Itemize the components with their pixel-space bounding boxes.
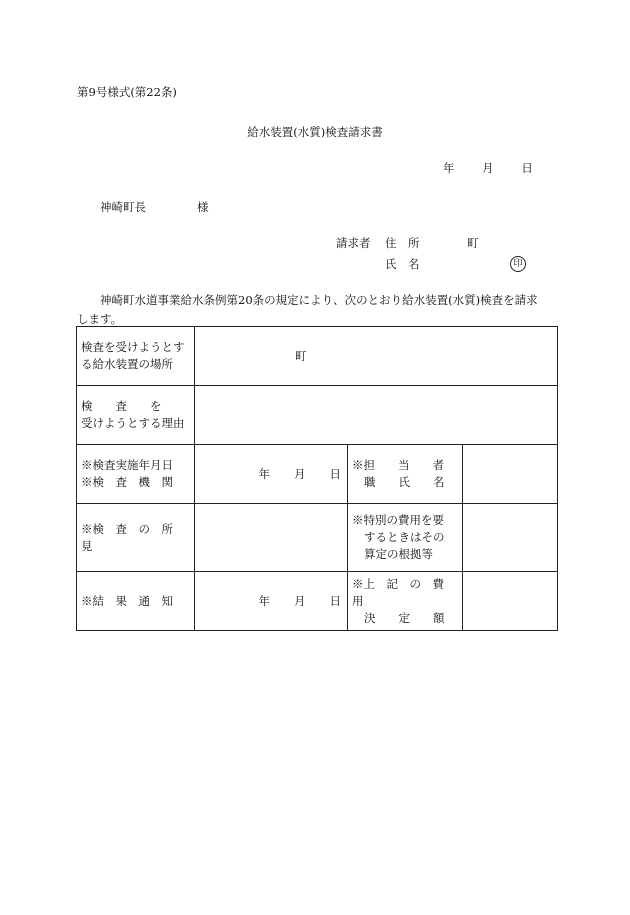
reason-label-cell [77,386,195,445]
inspection-date-label-cell [77,445,195,504]
addressee-name: 神崎町長 [100,200,146,214]
address-value: 町 [467,236,479,250]
location-value: 町 [295,348,307,363]
location-label-line1: 検査を受けようとす [81,340,185,354]
address-label: 住 所 [385,236,420,250]
body-text-line1: 神崎町水道事業給水条例第20条の規定により、次のとおり給水装置(水質)検査を請求 [100,293,538,307]
special-cost-value-cell[interactable] [463,504,558,572]
staff-value-cell[interactable] [463,445,558,504]
cost-decision-label-cell [348,572,463,631]
month-label: 月 [294,466,306,481]
day-label: 日 [521,161,533,175]
location-label-line2: る給水装置の場所 [81,357,173,371]
addressee-honorific: 様 [197,200,209,214]
staff-label-line1: ※担 当 者 [352,458,444,472]
result-notice-date-cell[interactable] [195,572,348,631]
inspection-date-label: ※検査実施年月日 [81,458,173,472]
year-label: 年 [258,466,270,481]
special-cost-label-line3: 算定の根拠等 [364,547,433,561]
table-row [77,445,558,504]
year-label: 年 [443,161,455,175]
name-label: 氏 名 [385,257,420,271]
table-row [77,386,558,445]
findings-label: ※検 査 の 所 見 [81,521,185,553]
requester-label: 請求者 [336,236,371,250]
staff-label-cell [348,445,463,504]
year-label: 年 [258,593,270,608]
month-label: 月 [294,593,306,608]
inspection-date-cell[interactable] [195,445,348,504]
day-label: 日 [329,593,341,608]
staff-label-line2: 職 氏 名 [364,475,445,489]
inspection-form-table [76,326,558,631]
table-row [77,572,558,631]
form-number: 第9号様式(第22条) [77,85,177,99]
reason-label-line2: 受けようとする理由 [81,416,185,430]
special-cost-label-cell [348,504,463,572]
table-row [77,504,558,572]
location-value-cell[interactable] [195,327,558,386]
body-text-line2: します。 [77,312,123,326]
result-notice-label-cell [77,572,195,631]
findings-value-cell[interactable] [195,504,348,572]
findings-label-cell [77,504,195,572]
seal-icon: 印 [510,256,526,272]
cost-decision-value-cell[interactable] [463,572,558,631]
issue-date [443,160,533,176]
special-cost-label-line1: ※特別の費用を要 [352,513,444,527]
cost-decision-label-line1: ※上 記 の 費 用 [352,576,456,608]
reason-value-cell[interactable] [195,386,558,445]
table-row [77,327,558,386]
location-label-cell [77,327,195,386]
day-label: 日 [329,466,341,481]
special-cost-label-line2: するときはその [364,530,445,544]
seal-mark [510,255,526,272]
cost-decision-label-line2: 決 定 額 [364,610,445,625]
inspection-agency-label: ※検 査 機 関 [81,475,173,489]
result-notice-label: ※結 果 通 知 [81,593,173,608]
month-label: 月 [482,161,494,175]
document-title: 給水装置(水質)検査請求書 [247,125,383,139]
reason-label-line1: 検 査 を [81,399,162,413]
